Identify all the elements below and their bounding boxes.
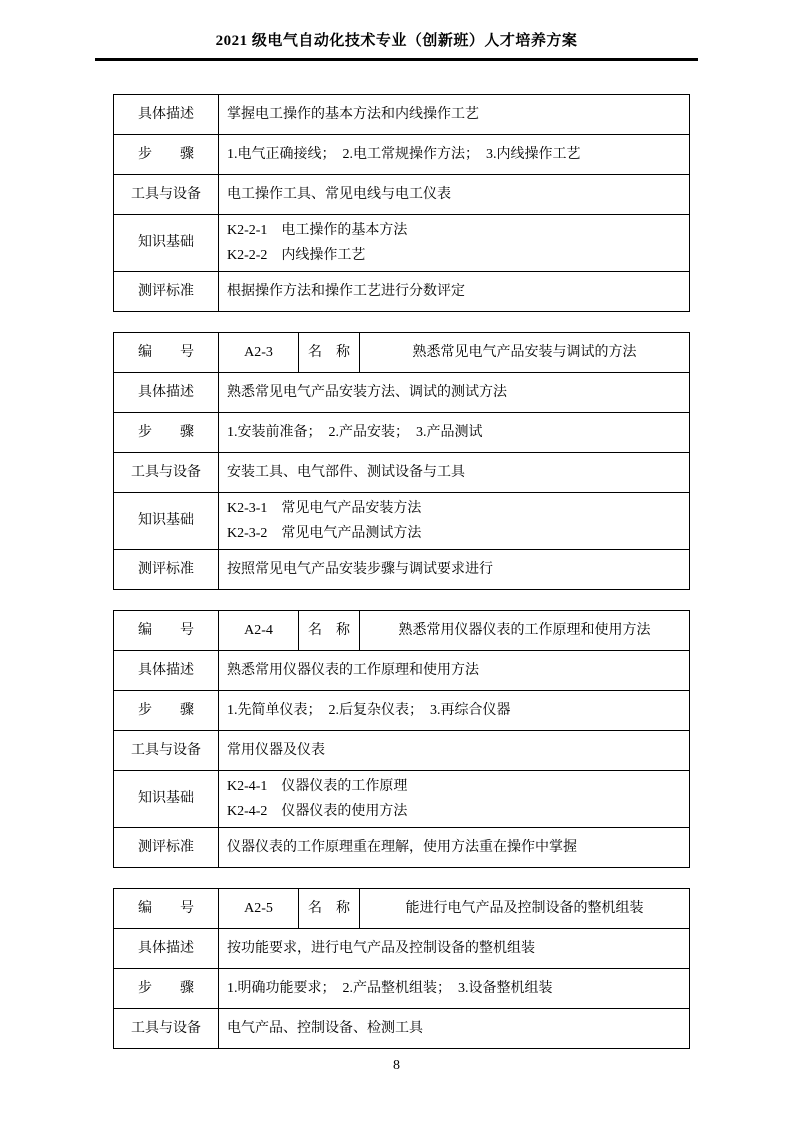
- document-title: 2021 级电气自动化技术专业（创新班）人才培养方案: [215, 33, 578, 49]
- table-row: [114, 969, 690, 1009]
- row-content: 电工操作工具、常见电线与电工仪表: [219, 175, 690, 215]
- row-content: [219, 215, 690, 272]
- table-header-row: [114, 611, 690, 651]
- task-name: 能进行电气产品及控制设备的整机组装: [360, 889, 690, 929]
- table-row: [114, 1009, 690, 1049]
- task-name: 熟悉常用仪器仪表的工作原理和使用方法: [360, 611, 690, 651]
- knowledge-line: K2-4-1 仪器仪表的工作原理: [227, 779, 408, 794]
- table-row: [114, 175, 690, 215]
- knowledge-line: K2-4-2 仪器仪表的使用方法: [227, 804, 408, 819]
- task-code: A2-4: [219, 611, 299, 651]
- table-row: [114, 413, 690, 453]
- row-label: 步 骤: [114, 135, 219, 175]
- row-label: 知识基础: [114, 771, 219, 828]
- row-label: 测评标准: [114, 828, 219, 868]
- page-header: [95, 0, 698, 61]
- table-row: [114, 550, 690, 590]
- table-header-row: [114, 889, 690, 929]
- row-label: 知识基础: [114, 493, 219, 550]
- row-label: 步 骤: [114, 413, 219, 453]
- name-label: 名 称: [299, 333, 360, 373]
- row-label: 编 号: [114, 611, 219, 651]
- table-row: [114, 373, 690, 413]
- table-row: [114, 828, 690, 868]
- row-label: 具体描述: [114, 651, 219, 691]
- row-label: 工具与设备: [114, 1009, 219, 1049]
- task-name: 熟悉常见电气产品安装与调试的方法: [360, 333, 690, 373]
- row-content: 1.电气正确接线； 2.电工常规操作方法； 3.内线操作工艺: [219, 135, 690, 175]
- row-label: 工具与设备: [114, 453, 219, 493]
- row-content: 1.安装前准备； 2.产品安装； 3.产品测试: [219, 413, 690, 453]
- knowledge-line: K2-3-2 常见电气产品测试方法: [227, 526, 422, 541]
- row-label: 具体描述: [114, 929, 219, 969]
- row-label: 具体描述: [114, 373, 219, 413]
- row-content: 根据操作方法和操作工艺进行分数评定: [219, 272, 690, 312]
- task-code: A2-3: [219, 333, 299, 373]
- table-row: [114, 453, 690, 493]
- table-row: [114, 95, 690, 135]
- knowledge-line: K2-3-1 常见电气产品安装方法: [227, 501, 422, 516]
- row-label: 具体描述: [114, 95, 219, 135]
- knowledge-line: K2-2-2 内线操作工艺: [227, 248, 366, 263]
- row-content: 掌握电工操作的基本方法和内线操作工艺: [219, 95, 690, 135]
- row-content: 熟悉常用仪器仪表的工作原理和使用方法: [219, 651, 690, 691]
- row-content: 电气产品、控制设备、检测工具: [219, 1009, 690, 1049]
- row-label: 编 号: [114, 889, 219, 929]
- table-row: [114, 272, 690, 312]
- row-content: 1.先简单仪表； 2.后复杂仪表； 3.再综合仪器: [219, 691, 690, 731]
- table-row: [114, 215, 690, 272]
- row-content: 1.明确功能要求； 2.产品整机组装； 3.设备整机组装: [219, 969, 690, 1009]
- row-content: 安装工具、电气部件、测试设备与工具: [219, 453, 690, 493]
- table-row: [114, 691, 690, 731]
- table-row: [114, 929, 690, 969]
- task-table-a2-4: [113, 610, 690, 868]
- table-header-row: [114, 333, 690, 373]
- table-row: [114, 135, 690, 175]
- name-label: 名 称: [299, 611, 360, 651]
- row-label: 步 骤: [114, 691, 219, 731]
- row-content: 熟悉常见电气产品安装方法、调试的测试方法: [219, 373, 690, 413]
- knowledge-line: K2-2-1 电工操作的基本方法: [227, 223, 408, 238]
- table-row: [114, 651, 690, 691]
- row-label: 工具与设备: [114, 731, 219, 771]
- tables-area: [113, 61, 689, 1049]
- task-table-a2-3: [113, 332, 690, 590]
- task-table-a2-5: [113, 888, 690, 1049]
- row-content: 常用仪器及仪表: [219, 731, 690, 771]
- row-content: [219, 771, 690, 828]
- row-content: [219, 493, 690, 550]
- table-row: [114, 731, 690, 771]
- row-label: 测评标准: [114, 272, 219, 312]
- row-label: 测评标准: [114, 550, 219, 590]
- row-content: 按功能要求，进行电气产品及控制设备的整机组装: [219, 929, 690, 969]
- task-code: A2-5: [219, 889, 299, 929]
- row-content: 仪器仪表的工作原理重在理解，使用方法重在操作中掌握: [219, 828, 690, 868]
- row-content: 按照常见电气产品安装步骤与调试要求进行: [219, 550, 690, 590]
- row-label: 编 号: [114, 333, 219, 373]
- task-table-a2-2: [113, 94, 690, 312]
- row-label: 工具与设备: [114, 175, 219, 215]
- row-label: 知识基础: [114, 215, 219, 272]
- table-row: [114, 493, 690, 550]
- page-number: 8: [393, 1058, 400, 1073]
- name-label: 名 称: [299, 889, 360, 929]
- table-row: [114, 771, 690, 828]
- row-label: 步 骤: [114, 969, 219, 1009]
